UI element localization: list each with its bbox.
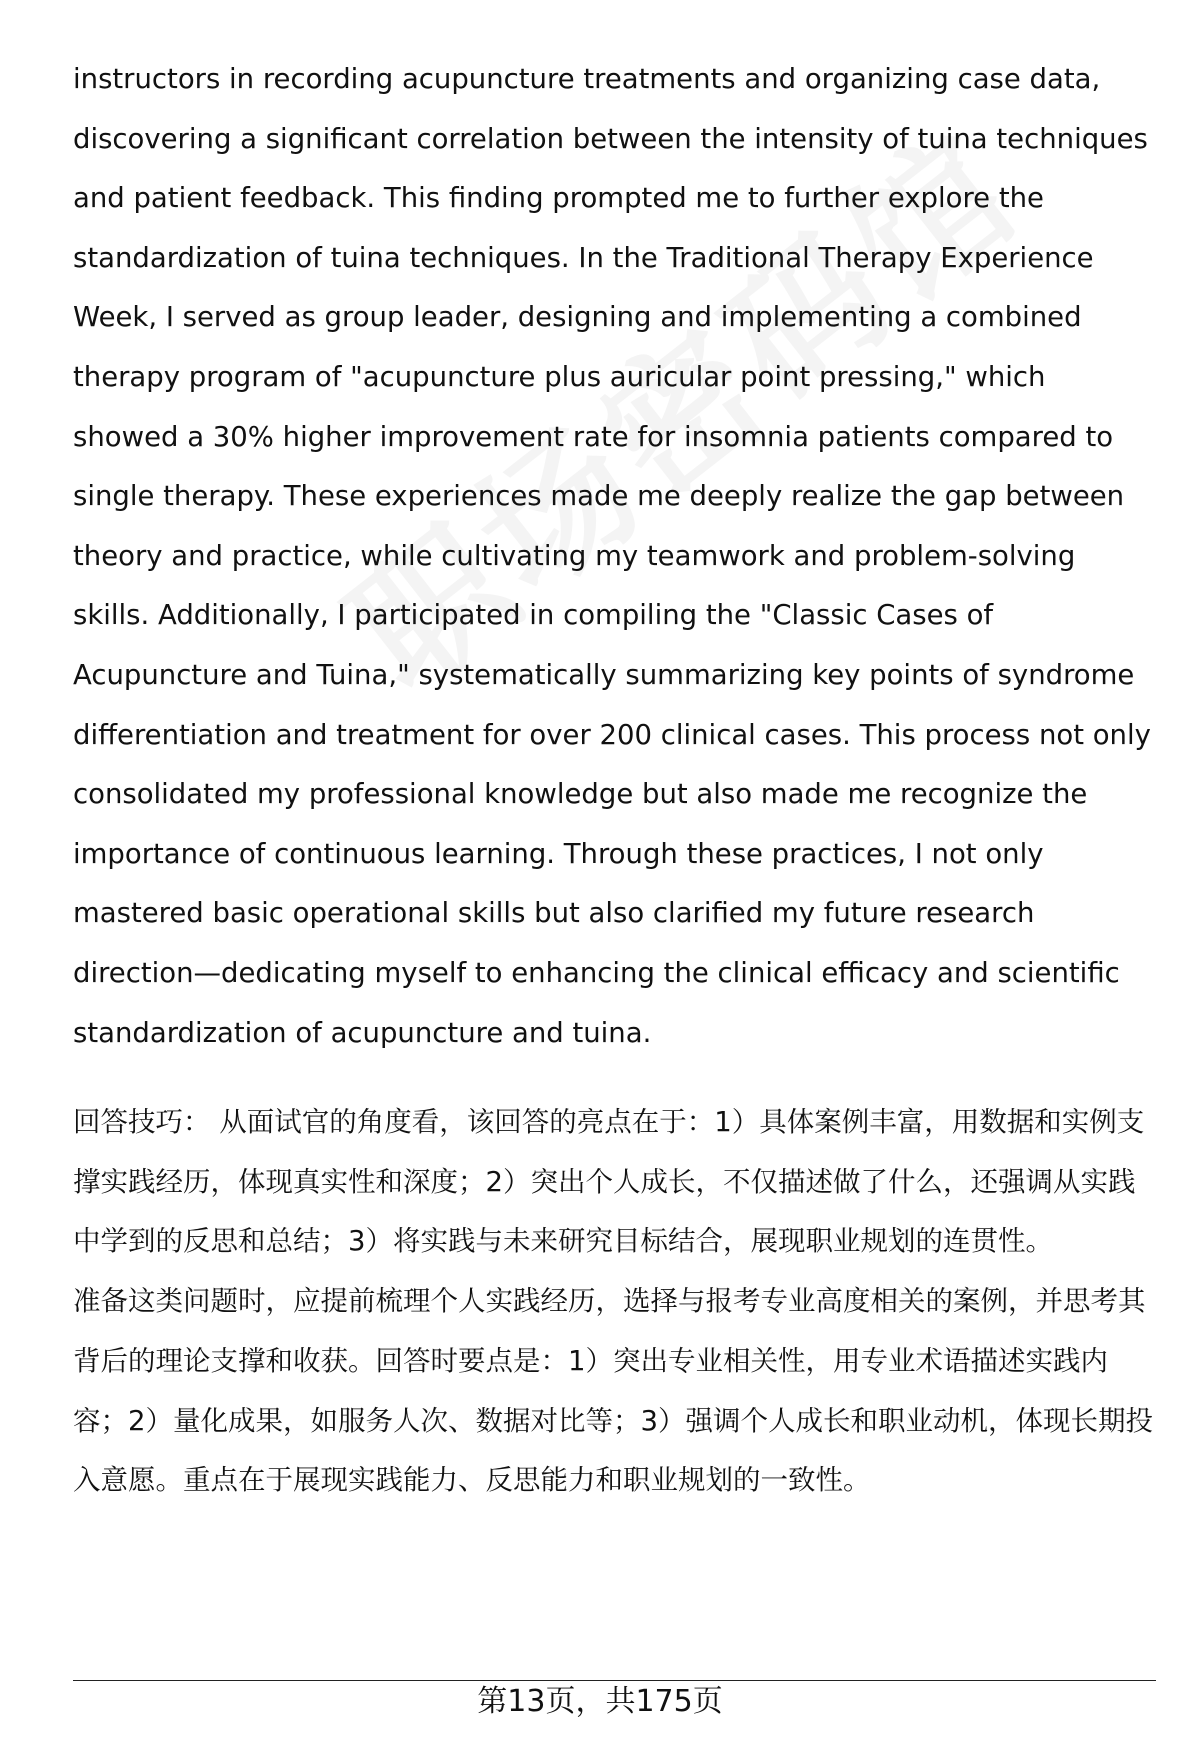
answer-paragraph-english: instructors in recording acupuncture treatments and organizing case data, discovering a significant correlation between the intensity of tuina techniques and patient feedback. This finding prompted me to further explore the standardization of tuina techniques. In the Traditional Therapy Experience Week, I served as group leader, designing and implementing a combined therapy program of "acupuncture plus auricular point pressing," which showed a 30% higher improvement rate for insomnia patients compared to single therapy. These experiences made me deeply realize the gap between theory and practice, while cultivating my teamwork and problem-solving skills. Additionally, I participated in compiling the "Classic Cases of Acupuncture and Tuina," systematically summarizing key points of syndrome differentiation and treatment for over 200 clinical cases. This process not only consolidated my professional knowledge but also made me recognize the importance of continuous learning. Through these practices, I not only mastered basic operational skills but also clarified my future research direction—dedicating myself to enhancing the clinical efficacy and scientific standardization of acupuncture and tuina. [73,63,1151,1049]
footer-divider [73,1680,1156,1681]
tips-paragraph-1: 回答技巧： 从面试官的角度看，该回答的亮点在于：1）具体案例丰富，用数据和实例支撑实践经历，体现真实性和深度；2）突出个人成长，不仅描述做了什么，还强调从实践中学到的反思和总结；3）将实践与未来研究目标结合，展现职业规划的连贯性。 [73,1106,1145,1258]
tips-paragraph-2: 准备这类问题时，应提前梳理个人实践经历，选择与报考专业高度相关的案例，并思考其背后的理论支撑和收获。回答时要点是：1）突出专业相关性，用专业术语描述实践内容；2）量化成果，如服务人次、数据对比等；3）强调个人成长和职业动机，体现长期投入意愿。重点在于展现实践能力、反思能力和职业规划的一致性。 [73,1285,1153,1497]
answer-tips-section [73,1093,1158,1511]
page-number: 第13页，共175页 [477,1684,723,1719]
